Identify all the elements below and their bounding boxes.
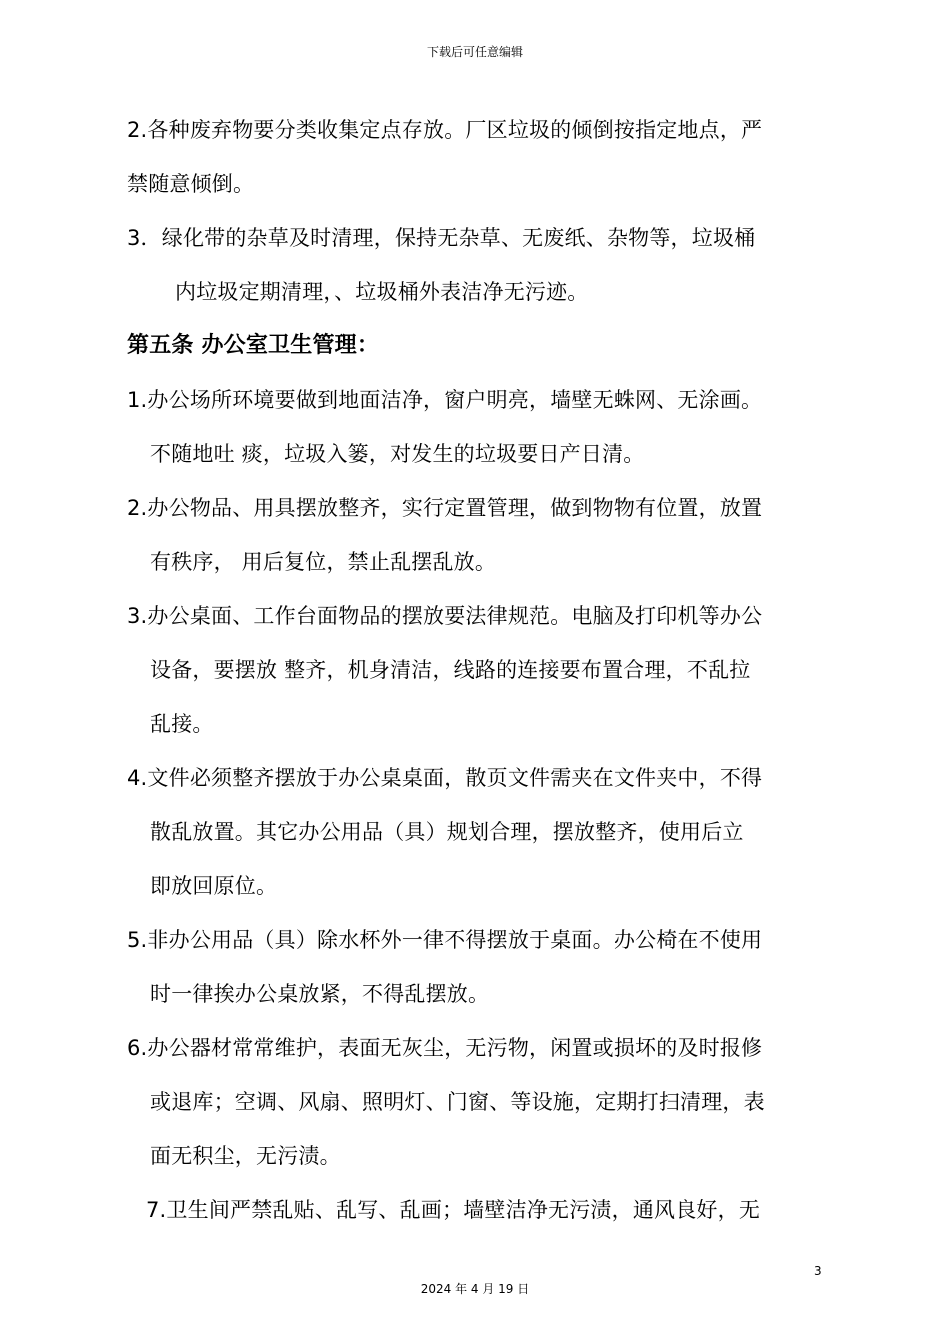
page-number: 3 [814, 1264, 822, 1278]
text-line: 3.办公桌面、工作台面物品的摆放要法律规范。电脑及打印机等办公 [127, 604, 763, 628]
text-line: 设备，要摆放 整齐，机身清洁，线路的连接要布置合理，不乱拉 [150, 658, 751, 682]
text-line: 6.办公器材常常维护，表面无灰尘，无污物，闲置或损坏的及时报修 [127, 1036, 763, 1060]
text-line: 散乱放置。其它办公用品（具）规划合理，摆放整齐，使用后立 [150, 820, 744, 844]
text-line: 内垃圾定期清理，、垃圾桶外表洁净无污迹。 [175, 280, 589, 304]
text-line: 3．绿化带的杂草及时清理，保持无杂草、无废纸、杂物等，垃圾桶 [127, 226, 756, 250]
text-line: 时一律挨办公桌放紧，不得乱摆放。 [150, 982, 490, 1006]
text-line: 4.文件必须整齐摆放于办公桌桌面，散页文件需夹在文件夹中，不得 [127, 766, 763, 790]
section-heading: 第五条 办公室卫生管理： [127, 333, 380, 358]
text-line: 不随地吐 痰，垃圾入篓，对发生的垃圾要日产日清。 [150, 442, 645, 466]
text-line: 7.卫生间严禁乱贴、乱写、乱画；墙壁洁净无污渍，通风良好，无 [146, 1198, 761, 1222]
text-line: 乱接。 [150, 712, 214, 736]
text-line: 有秩序， 用后复位，禁止乱摆乱放。 [150, 550, 497, 574]
text-line: 禁随意倾倒。 [127, 172, 255, 196]
footer-date: 2024 年 4 月 19 日 [420, 1282, 530, 1296]
text-line: 2.各种废弃物要分类收集定点存放。厂区垃圾的倾倒按指定地点，严 [127, 118, 763, 142]
text-line: 5.非办公用品（具）除水杯外一律不得摆放于桌面。办公椅在不使用 [127, 928, 763, 952]
text-line: 或退库；空调、风扇、照明灯、门窗、等设施，定期打扫清理，表 [150, 1090, 765, 1114]
page-header: 下载后可任意编辑 [426, 45, 523, 59]
text-line: 2.办公物品、用具摆放整齐，实行定置管理，做到物物有位置，放置 [127, 496, 763, 520]
text-line: 面无积尘，无污渍。 [150, 1144, 341, 1168]
text-line: 即放回原位。 [150, 874, 278, 898]
text-line: 1.办公场所环境要做到地面洁净，窗户明亮，墙壁无蛛网、无涂画。 [127, 388, 763, 412]
